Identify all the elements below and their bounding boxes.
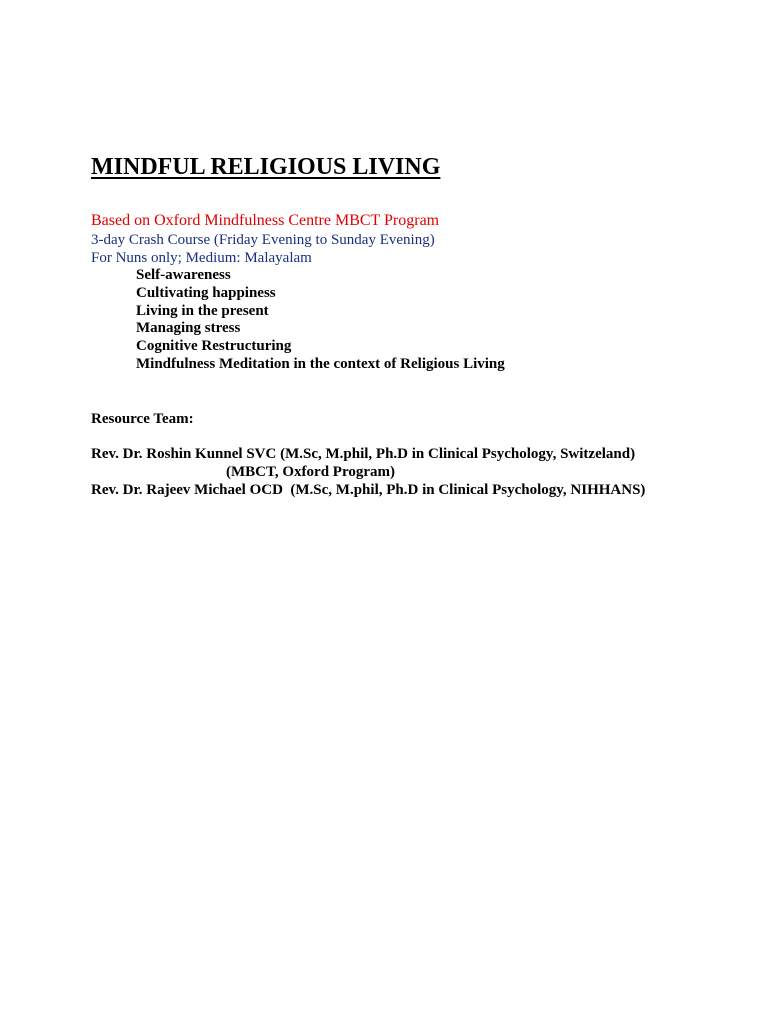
topic-item: Self-awareness bbox=[136, 267, 231, 283]
topic-item: Managing stress bbox=[136, 320, 241, 337]
program-basis: Based on Oxford Mindfulness Centre MBCT Program bbox=[91, 212, 440, 229]
topic-item: Living in the present bbox=[136, 302, 269, 319]
course-duration: 3-day Crash Course (Friday Evening to Sunday Evening) bbox=[91, 232, 435, 248]
team-member-1: Rev. Dr. Roshin Kunnel SVC (M.Sc, M.phil, Ph.D in Clinical Psychology, Switzeland) bbox=[91, 446, 636, 462]
topic-item: Cultivating happiness bbox=[136, 284, 276, 301]
team-member-1-credential: (MBCT, Oxford Program) bbox=[226, 464, 395, 480]
audience-medium: For Nuns only; Medium: Malayalam bbox=[91, 250, 312, 266]
topic-item: Mindfulness Meditation in the context of Religious Living bbox=[136, 355, 505, 372]
document-title: MINDFUL RELIGIOUS LIVING bbox=[91, 154, 441, 180]
team-member-2: Rev. Dr. Rajeev Michael OCD (M.Sc, M.phil, Ph.D in Clinical Psychology, NIHHANS) bbox=[91, 482, 646, 498]
topic-item: Cognitive Restructuring bbox=[136, 338, 292, 355]
resource-team-heading: Resource Team: bbox=[91, 411, 194, 427]
topic-list bbox=[136, 267, 505, 374]
